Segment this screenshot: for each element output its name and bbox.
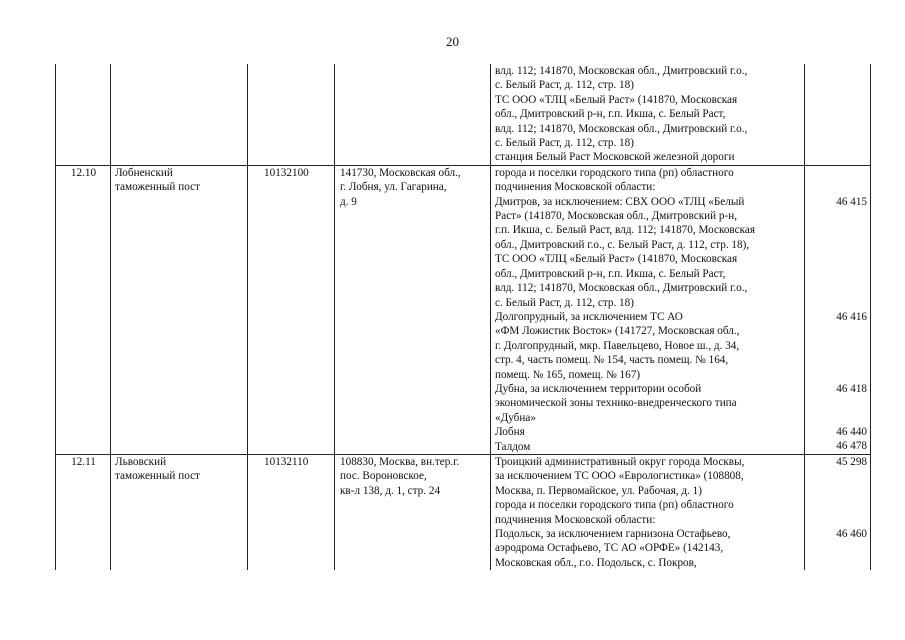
territory-line: ТС ООО «ТЛЦ «Белый Раст» (141870, Московская [495, 93, 738, 106]
oktmo-line [809, 541, 867, 555]
territory-line: обл., Дмитровский г.о., с. Белый Раст, д. 112, стр. 18), [495, 238, 750, 251]
oktmo-line [809, 556, 867, 570]
address-cell [335, 454, 491, 570]
territory-line: обл., Дмитровский р-н, г.п. Икша, с. Белый Раст, [495, 267, 726, 280]
address-line: 108830, Москва, вн.тер.г. [340, 455, 460, 468]
territory-line: Подольск, за исключением гарнизона Остафьево, [495, 528, 731, 540]
oktmo-line [809, 469, 867, 483]
oktmo-line: 46 440 [836, 425, 867, 438]
page-number: 20 [446, 34, 459, 49]
oktmo-line [809, 267, 867, 281]
territory-line: помещ. № 165, помещ. № 167) [495, 368, 641, 381]
territory-line: с. Белый Раст, д. 112, стр. 18) [495, 137, 634, 150]
oktmo-line: 46 415 [836, 195, 867, 208]
oktmo-line [809, 484, 867, 498]
oktmo-line [809, 513, 867, 527]
oktmo-line: 46 460 [836, 527, 867, 540]
address-line: 141730, Московская обл., [340, 166, 461, 179]
post-name-line: Лобненский [115, 166, 173, 179]
address-cell [335, 165, 491, 454]
address-line: г. Лобня, ул. Гагарина, [340, 181, 447, 194]
row-number-cell: 12.10 [56, 165, 111, 454]
territory-line: Раст» (141870, Московская обл., Дмитровский р-н, [495, 210, 738, 223]
post-name-line: таможенный пост [115, 470, 200, 483]
territory-line: за исключением ТС ООО «Еврологистика» (108808, [495, 470, 744, 483]
oktmo-line [809, 295, 867, 309]
oktmo-line [809, 367, 867, 381]
territory-line: обл., Дмитровский р-н, г.п. Икша, с. Белый Раст, [495, 108, 726, 121]
territory-cell [491, 64, 805, 165]
oktmo-line [809, 209, 867, 223]
territory-line: Московская обл., г.о. Подольск, с. Покров, [495, 556, 697, 569]
oktmo-line: 45 298 [836, 455, 867, 468]
territory-cell [491, 165, 805, 454]
territory-line: Долгопрудный, за исключением ТС АО [495, 310, 683, 323]
territory-line: города и поселки городского типа (рп) областного [495, 166, 734, 179]
territory-line: влд. 112; 141870, Московская обл., Дмитровский г.о., [495, 122, 748, 135]
territory-line: г. Долгопрудный, мкр. Павельцево, Новое ш., д. 34, [495, 339, 740, 352]
territory-line: Талдом [495, 440, 531, 453]
territory-line: Москва, п. Первомайское, ул. Рабочая, д. 1) [495, 484, 702, 497]
post-name-line: таможенный пост [115, 181, 200, 194]
territory-line: подчинения Московской области: [495, 181, 656, 194]
oktmo-line [809, 396, 867, 410]
oktmo-line [809, 252, 867, 266]
oktmo-line [809, 339, 867, 353]
row-number-cell: 12.11 [56, 454, 111, 570]
oktmo-line [809, 411, 867, 425]
post-name-cell [111, 454, 248, 570]
oktmo-cell [805, 165, 871, 454]
territory-line: ТС ООО «ТЛЦ «Белый Раст» (141870, Московская [495, 253, 738, 266]
post-name-cell [111, 165, 248, 454]
oktmo-line [809, 166, 867, 180]
territory-line: города и поселки городского типа (рп) областного [495, 499, 734, 512]
territory-line: Дмитров, за исключением: СВХ ООО «ТЛЦ «Белый [495, 195, 745, 208]
territory-line: «ФМ Ложистик Восток» (141727, Московская обл., [495, 325, 740, 338]
oktmo-line: 46 478 [836, 440, 867, 453]
address-cell [335, 64, 491, 165]
oktmo-line [809, 281, 867, 295]
post-code-cell [248, 64, 335, 165]
oktmo-cell [805, 454, 871, 570]
territory-line: Лобня [495, 426, 525, 439]
territory-line: Троицкий административный округ города Москвы, [495, 455, 745, 468]
territory-line: г.п. Икша, с. Белый Раст, влд. 112; 141870, Московская [495, 224, 755, 237]
territory-cell [491, 454, 805, 570]
address-line: кв-л 138, д. 1, стр. 24 [340, 484, 441, 497]
oktmo-line [809, 223, 867, 237]
post-name-line: Львовский [115, 455, 167, 468]
territory-line: стр. 4, часть помещ. № 154, часть помещ. № 164, [495, 354, 729, 367]
address-line: д. 9 [340, 195, 357, 208]
oktmo-line [809, 498, 867, 512]
territory-line: экономической зоны технико-внедренческого типа [495, 397, 737, 410]
oktmo-line [809, 324, 867, 338]
oktmo-line: 46 416 [836, 310, 867, 323]
territory-line: станция Белый Раст Московской железной дороги [495, 151, 735, 164]
post-code-cell: 10132110 [248, 454, 335, 570]
post-code-cell: 10132100 [248, 165, 335, 454]
oktmo-line: 46 418 [836, 382, 867, 395]
territory-line: «Дубна» [495, 411, 536, 424]
table-row [56, 64, 871, 165]
row-number-cell [56, 64, 111, 165]
address-line: пос. Вороновское, [340, 470, 427, 483]
territory-line: Дубна, за исключением территории особой [495, 382, 702, 395]
oktmo-line [809, 353, 867, 367]
oktmo-cell [805, 64, 871, 165]
territory-line: аэродрома Остафьево, ТС АО «ОРФЕ» (142143, [495, 542, 724, 555]
oktmo-line [809, 238, 867, 252]
territory-line: подчинения Московской области: [495, 513, 656, 526]
oktmo-line [809, 180, 867, 194]
table-row [56, 165, 871, 454]
territory-line: с. Белый Раст, д. 112, стр. 18) [495, 296, 634, 309]
post-name-cell [111, 64, 248, 165]
customs-posts-table [55, 64, 871, 570]
table-row [56, 454, 871, 570]
territory-line: с. Белый Раст, д. 112, стр. 18) [495, 79, 634, 92]
territory-line: влд. 112; 141870, Московская обл., Дмитровский г.о., [495, 282, 748, 295]
territory-line: влд. 112; 141870, Московская обл., Дмитровский г.о., [495, 65, 748, 77]
